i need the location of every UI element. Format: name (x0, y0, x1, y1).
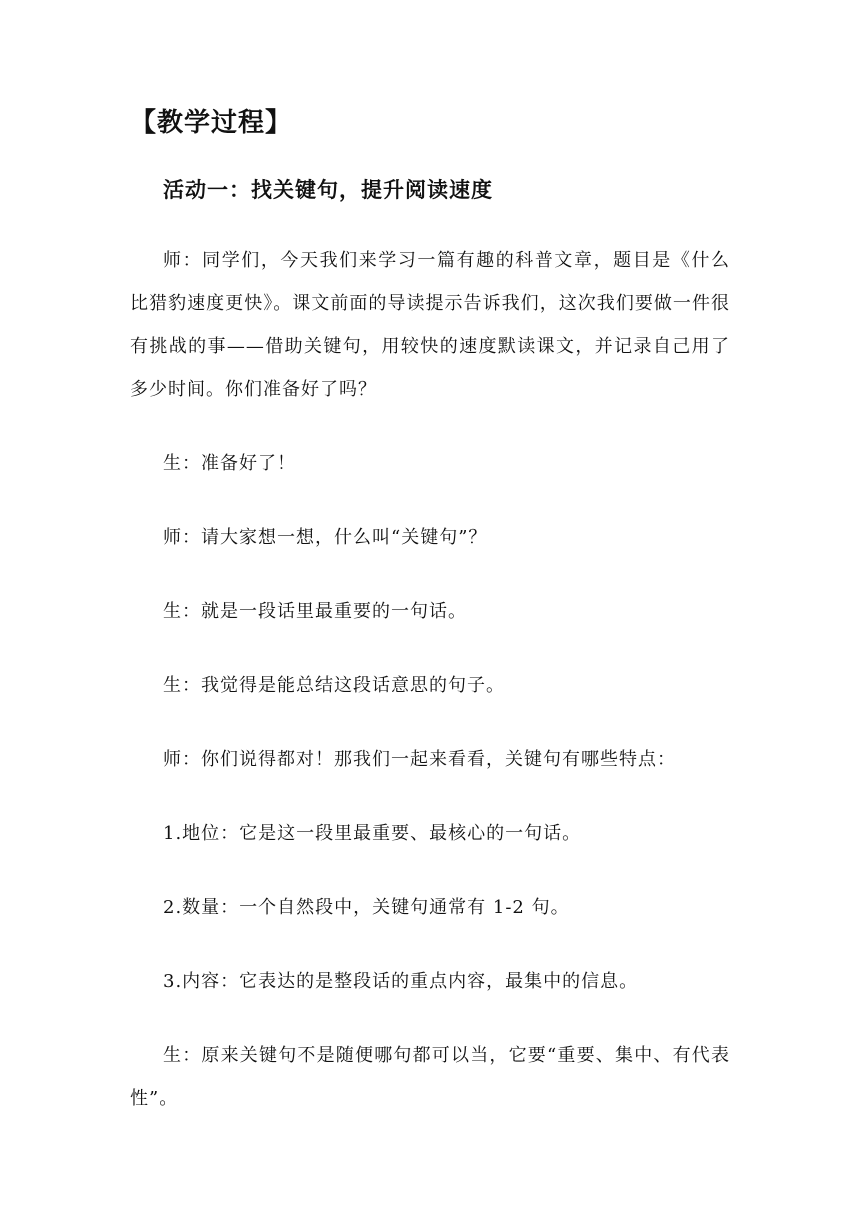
activity-title: 活动一：找关键句，提升阅读速度 (163, 178, 493, 202)
list-item-quantity: 2.数量：一个自然段中，关键句通常有 1-2 句。 (163, 897, 570, 918)
document-body (130, 239, 730, 1151)
paragraph-student-answer-2: 生：我觉得是能总结这段话意思的句子。 (163, 675, 505, 696)
paragraph-student-ready: 生：准备好了！ (163, 453, 296, 474)
paragraph-student-conclusion: 生：原来关键句不是随便哪句都可以当，它要“重要、集中、有代表性”。 (130, 1045, 730, 1109)
list-item-content: 3.内容：它表达的是整段话的重点内容，最集中的信息。 (163, 971, 639, 992)
section-title: 【教学过程】 (130, 108, 293, 138)
paragraph-student-answer-1: 生：就是一段话里最重要的一句话。 (163, 601, 467, 622)
paragraph-teacher-intro: 师：同学们，今天我们来学习一篇有趣的科普文章，题目是《什么比猎豹速度更快》。课文前面的导读提示告诉我们，这次我们要做一件很有挑战的事——借助关键句，用较快的速度默读课文，并记录自己用了多少时间。你们准备好了吗？ (130, 250, 730, 400)
paragraph-teacher-features: 师：你们说得都对！那我们一起来看看，关键句有哪些特点： (163, 749, 676, 770)
paragraph-teacher-question: 师：请大家想一想，什么叫“关键句”？ (163, 527, 488, 548)
list-item-position: 1.地位：它是这一段里最重要、最核心的一句话。 (163, 823, 582, 844)
